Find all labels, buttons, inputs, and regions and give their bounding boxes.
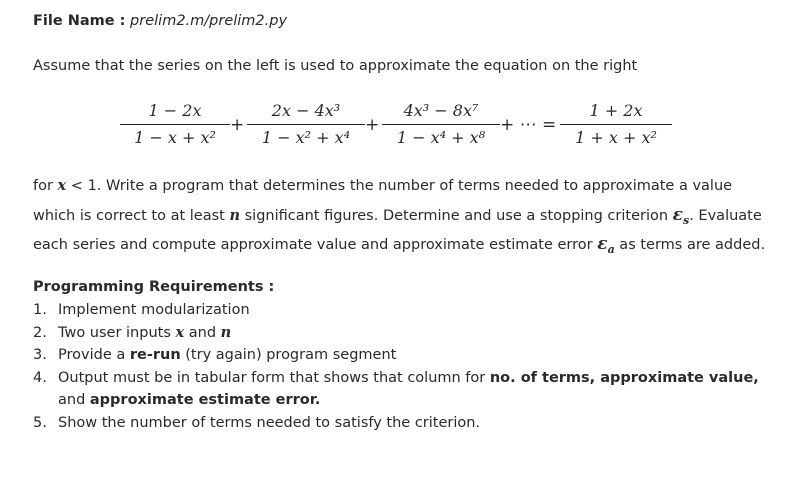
fraction-bar xyxy=(382,124,500,125)
fraction-bar xyxy=(120,124,230,125)
paragraph-line-1 xyxy=(33,177,732,194)
paragraph-line-2 xyxy=(33,205,762,225)
requirement-text: no. of terms, approximate value, xyxy=(489,369,759,386)
term-1 xyxy=(120,100,230,149)
term-2-denominator: 1 − x² + x⁴ xyxy=(261,128,351,147)
text-span: each series and compute approximate value and approximate estimate error xyxy=(33,237,598,253)
requirement-text: and xyxy=(184,324,221,341)
requirements-title: Programming Requirements : xyxy=(33,279,275,295)
fraction-bar xyxy=(560,124,672,125)
requirement-text: x xyxy=(175,323,185,341)
requirement-item xyxy=(0,389,759,412)
requirement-item xyxy=(0,412,759,435)
term-3 xyxy=(382,100,500,149)
var-x: x xyxy=(57,177,67,194)
subscript-s: s xyxy=(683,214,690,227)
requirement-number: 1. xyxy=(33,302,47,318)
requirement-text: approximate estimate error. xyxy=(89,392,321,408)
term-2 xyxy=(247,100,365,149)
requirement-item xyxy=(0,344,759,367)
fraction-bar xyxy=(247,124,365,125)
epsilon-s: ε xyxy=(672,205,684,225)
text-span: as terms are added. xyxy=(614,237,766,253)
text-span: . Evaluate xyxy=(689,208,762,224)
ellipsis-equals: + ⋯ = xyxy=(500,115,557,135)
requirements-list xyxy=(0,299,759,434)
requirement-text: re-run xyxy=(129,347,181,363)
intro-text: Assume that the series on the left is used to approximate the equation on the right xyxy=(33,58,638,74)
requirement-number: 4. xyxy=(33,369,47,386)
text-span: significant figures. Determine and use a stopping criterion xyxy=(240,208,673,224)
requirement-number: 2. xyxy=(33,324,47,341)
rhs-denominator: 1 + x + x² xyxy=(575,128,657,147)
requirement-text: Provide a xyxy=(58,347,130,363)
term-3-numerator: 4x³ − 8x⁷ xyxy=(403,101,479,120)
term-1-denominator: 1 − x + x² xyxy=(134,128,216,147)
series-equation xyxy=(120,100,680,160)
file-name-label: File Name : xyxy=(33,13,126,29)
requirement-number: 3. xyxy=(33,347,47,363)
term-1-numerator: 1 − 2x xyxy=(148,101,202,120)
requirement-item xyxy=(0,367,759,390)
text-span: for xyxy=(33,178,58,194)
requirement-text: Output must be in tabular form that shows that column for xyxy=(58,369,490,386)
subscript-a: a xyxy=(607,243,615,256)
requirement-text: Implement modularization xyxy=(58,302,250,318)
var-n: n xyxy=(229,207,240,224)
plus-sign-1: + xyxy=(230,115,245,135)
epsilon-a: ε xyxy=(597,234,608,254)
requirement-item xyxy=(0,299,759,322)
requirement-text: and xyxy=(58,392,90,408)
file-name-line xyxy=(33,13,287,29)
requirement-number: 5. xyxy=(33,414,47,431)
term-2-numerator: 2x − 4x³ xyxy=(271,101,341,120)
text-span: < 1. Write a program that determines the number of terms needed to approximate a value xyxy=(66,178,733,194)
text-span: which is correct to at least xyxy=(33,208,230,224)
rhs-numerator: 1 + 2x xyxy=(589,101,643,120)
requirement-text: (try again) program segment xyxy=(180,347,397,363)
requirement-item xyxy=(0,322,759,345)
plus-sign-2: + xyxy=(365,115,380,135)
requirement-text: n xyxy=(220,323,232,341)
paragraph-line-3 xyxy=(33,234,765,254)
file-name-value: prelim2.m/prelim2.py xyxy=(130,13,288,29)
rhs-fraction xyxy=(560,100,672,149)
requirement-text: Two user inputs xyxy=(58,324,176,341)
term-3-denominator: 1 − x⁴ + x⁸ xyxy=(396,128,486,147)
requirement-text: Show the number of terms needed to satisfy the criterion. xyxy=(58,414,481,431)
